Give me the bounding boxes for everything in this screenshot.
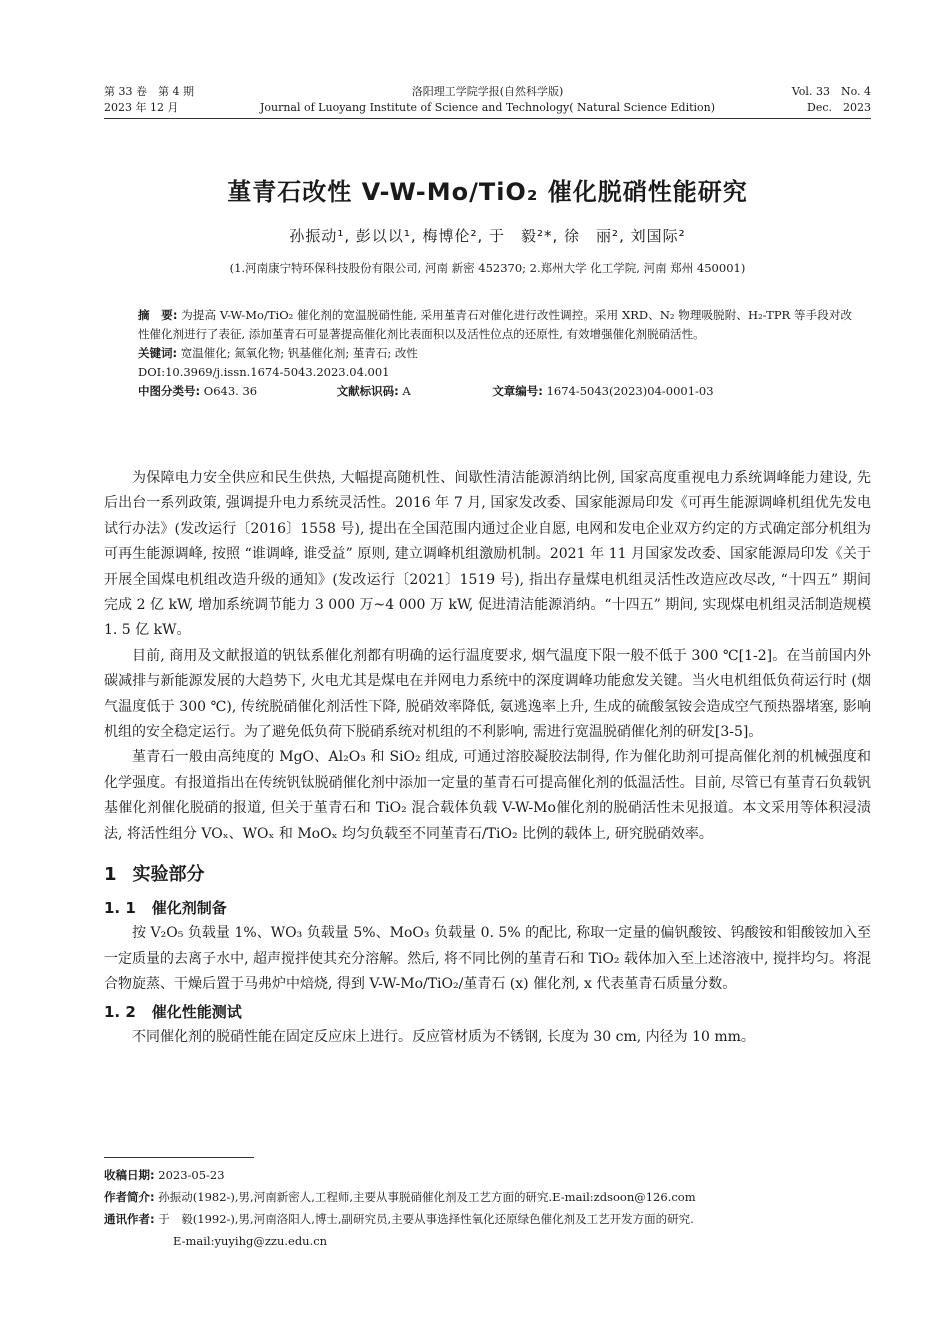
abstract-label: 摘 要: [138, 308, 178, 322]
keywords [138, 344, 852, 363]
issue-date: 2023 年 12 月 [104, 101, 179, 114]
section-heading-1-1 [104, 895, 871, 921]
doc-code-label: 文献标识码: [336, 384, 399, 398]
footnote-divider [104, 1157, 254, 1158]
article-title: 堇青石改性 V-W-Mo/TiO₂ 催化脱硝性能研究 [227, 178, 748, 206]
keywords-label: 关键词: [138, 346, 178, 360]
body-paragraph-4: 按 V₂O₅ 负载量 1%、WO₃ 负载量 5%、MoO₃ 负载量 0. 5% 的配比, 称取一定量的偏钒酸铵、钨酸铵和钼酸铵加入至一定质量的去离子水中, 超声搅拌使其充分溶解。然后, 将不同比例的堇青石和 TiO₂ 载体加入至上述溶液中, 搅拌均匀。将混合物旋蒸、干燥后置于马弗炉中焙烧, 得到 V-W-Mo/TiO₂/堇青石 (x) 催化剂, x 代表堇青石质量分数。 [104, 925, 871, 992]
keywords-text: 宽温催化; 氮氧化物; 钒基催化剂; 堇青石; 改性 [180, 346, 418, 360]
footnotes [104, 1157, 871, 1252]
abstract [138, 306, 852, 344]
body-paragraph-5: 不同催化剂的脱硝性能在固定反应床上进行。反应管材质为不锈钢, 长度为 30 cm, 内径为 10 mm。 [132, 1029, 755, 1046]
abstract-text: 为提高 V-W-Mo/TiO₂ 催化剂的宽温脱硝性能, 采用堇青石对催化进行改性调控。采用 XRD、N₂ 物理吸脱附、H₂-TPR 等手段对改性催化剂进行了表征, 添加堇青石可显著提高催化剂比表面积以及活性位点的还原性, 有效增强催化剂脱硝活性。 [138, 308, 852, 341]
subsection-title: 催化剂制备 [151, 899, 227, 918]
running-header [104, 84, 871, 119]
section-heading-1-2 [104, 999, 871, 1025]
doc-code-value: A [402, 384, 411, 398]
article-no-cell [492, 382, 713, 401]
header-right [792, 84, 871, 116]
subsection-title: 催化性能测试 [151, 1003, 242, 1022]
section-heading-1 [104, 861, 871, 889]
body-paragraph-3: 堇青石一般由高纯度的 MgO、Al₂O₃ 和 SiO₂ 组成, 可通过溶胶凝胶法制得, 作为催化助剂可提高催化剂的机械强度和化学强度。有报道指出在传统钒钛脱硝催化剂中添加一定量的堇青石可提高催化剂的低温活性。目前, 尽管已有堇青石负载钒基催化剂催化脱硝的报道, 但关于堇青石和 TiO₂ 混合载体负载 V-W-Mo催化剂的脱硝活性未见报道。本文采用等体积浸渍法, 将活性组分 VOₓ、WOₓ 和 MoOₓ 均匀负载至不同堇青石/TiO₂ 比例的载体上, 研究脱硝效率。 [104, 749, 871, 842]
front-matter [138, 306, 852, 401]
article-no-label: 文章编号: [492, 384, 543, 398]
clc-label: 中图分类号: [138, 384, 201, 398]
author-bio [104, 1186, 871, 1208]
subsection-number: 1. 2 [104, 1003, 136, 1022]
journal-name-cn: 洛阳理工学院学报(自然科学版) [411, 85, 564, 98]
corresponding-email: E-mail:yuyihg@zzu.edu.cn [173, 1234, 328, 1248]
author-bio-value: 孙振动(1982-),男,河南新密人,工程师,主要从事脱硝催化剂及工艺方面的研究.E-mail:zdsoon@126.com [158, 1190, 696, 1204]
subsection-number: 1. 1 [104, 899, 136, 918]
corresponding-value: 于 毅(1992-),男,河南洛阳人,博士,副研究员,主要从事选择性氧化还原绿色催化剂及工艺开发方面的研究. [158, 1212, 694, 1226]
classification-row [138, 382, 852, 401]
corresponding-author [104, 1208, 871, 1230]
received-date [104, 1164, 871, 1186]
header-center [104, 84, 871, 116]
volume-issue: 第 33 卷 第 4 期 [104, 85, 194, 98]
section-number: 1 [104, 864, 117, 886]
received-value: 2023-05-23 [158, 1168, 225, 1182]
received-label: 收稿日期: [104, 1168, 155, 1182]
body-paragraph-1: 为保障电力安全供应和民生供热, 大幅提高随机性、间歇性清洁能源消纳比例, 国家高度重视电力系统调峰能力建设, 先后出台一系列政策, 强调提升电力系统灵活性。2016 年 7 月, 国家发改委、国家能源局印发《可再生能源调峰机组优先发电试行办法》(发改运行〔2016〕1558 号), 提出在全国范围内通过企业自愿, 电网和发电企业双方约定的方式确定部分机组为可再生能源调峰, 按照 “谁调峰, 谁受益” 原则, 建立调峰机组激励机制。2021 年 11 月国家发改委、国家能源局印发《关于开展全国煤电机组改造升级的通知》(发改运行〔2021〕1519 号), 指出存量煤电机组灵活性改造应改尽改, “十四五” 期间完成 2 亿 kW, 增加系统调节能力 3 000 万~4 000 万 kW, 促进清洁能源消纳。“十四五” 期间, 实现煤电机组灵活制造规模 1. 5 亿 kW。 [104, 470, 871, 639]
article-no-value: 1674-5043(2023)04-0001-03 [546, 384, 714, 398]
section-title: 实验部分 [132, 864, 205, 886]
issue-date-en: Dec. 2023 [807, 101, 871, 114]
affiliations: (1.河南康宁特环保科技股份有限公司, 河南 新密 452370; 2.郑州大学 化工学院, 河南 郑州 450001) [229, 261, 746, 275]
doi: DOI:10.3969/j.issn.1674-5043.2023.04.001 [138, 365, 390, 379]
corresponding-label: 通讯作者: [104, 1212, 155, 1226]
author-bio-label: 作者简介: [104, 1190, 155, 1204]
article-body [104, 466, 871, 1051]
author-list: 孙振动¹, 彭以以¹, 梅博伦², 于 毅²*, 徐 丽², 刘国际² [289, 227, 686, 245]
clc-cell [138, 382, 333, 401]
volume-issue-en: Vol. 33 No. 4 [791, 85, 871, 98]
body-paragraph-2: 目前, 商用及文献报道的钒钛系催化剂都有明确的运行温度要求, 烟气温度下限一般不低于 300 ℃[1-2]。在当前国内外碳减排与新能源发展的大趋势下, 火电尤其是煤电在并网电力系统中的深度调峰功能愈发关键。当火电机组低负荷运行时 (烟气温度低于 300 ℃), 传统脱硝催化剂活性下降, 脱硝效率降低, 氨逃逸率上升, 生成的硫酸氢铵会造成空气预热器堵塞, 影响机组的安全稳定运行。为了避免低负荷下脱硝系统对机组的不利影响, 需进行宽温脱硝催化剂的研发[3-5]。 [104, 647, 871, 741]
clc-value: O643. 36 [203, 384, 258, 398]
doc-code-cell [337, 382, 489, 401]
journal-name-en: Journal of Luoyang Institute of Science and Technology( Natural Science Edition) [259, 101, 716, 114]
